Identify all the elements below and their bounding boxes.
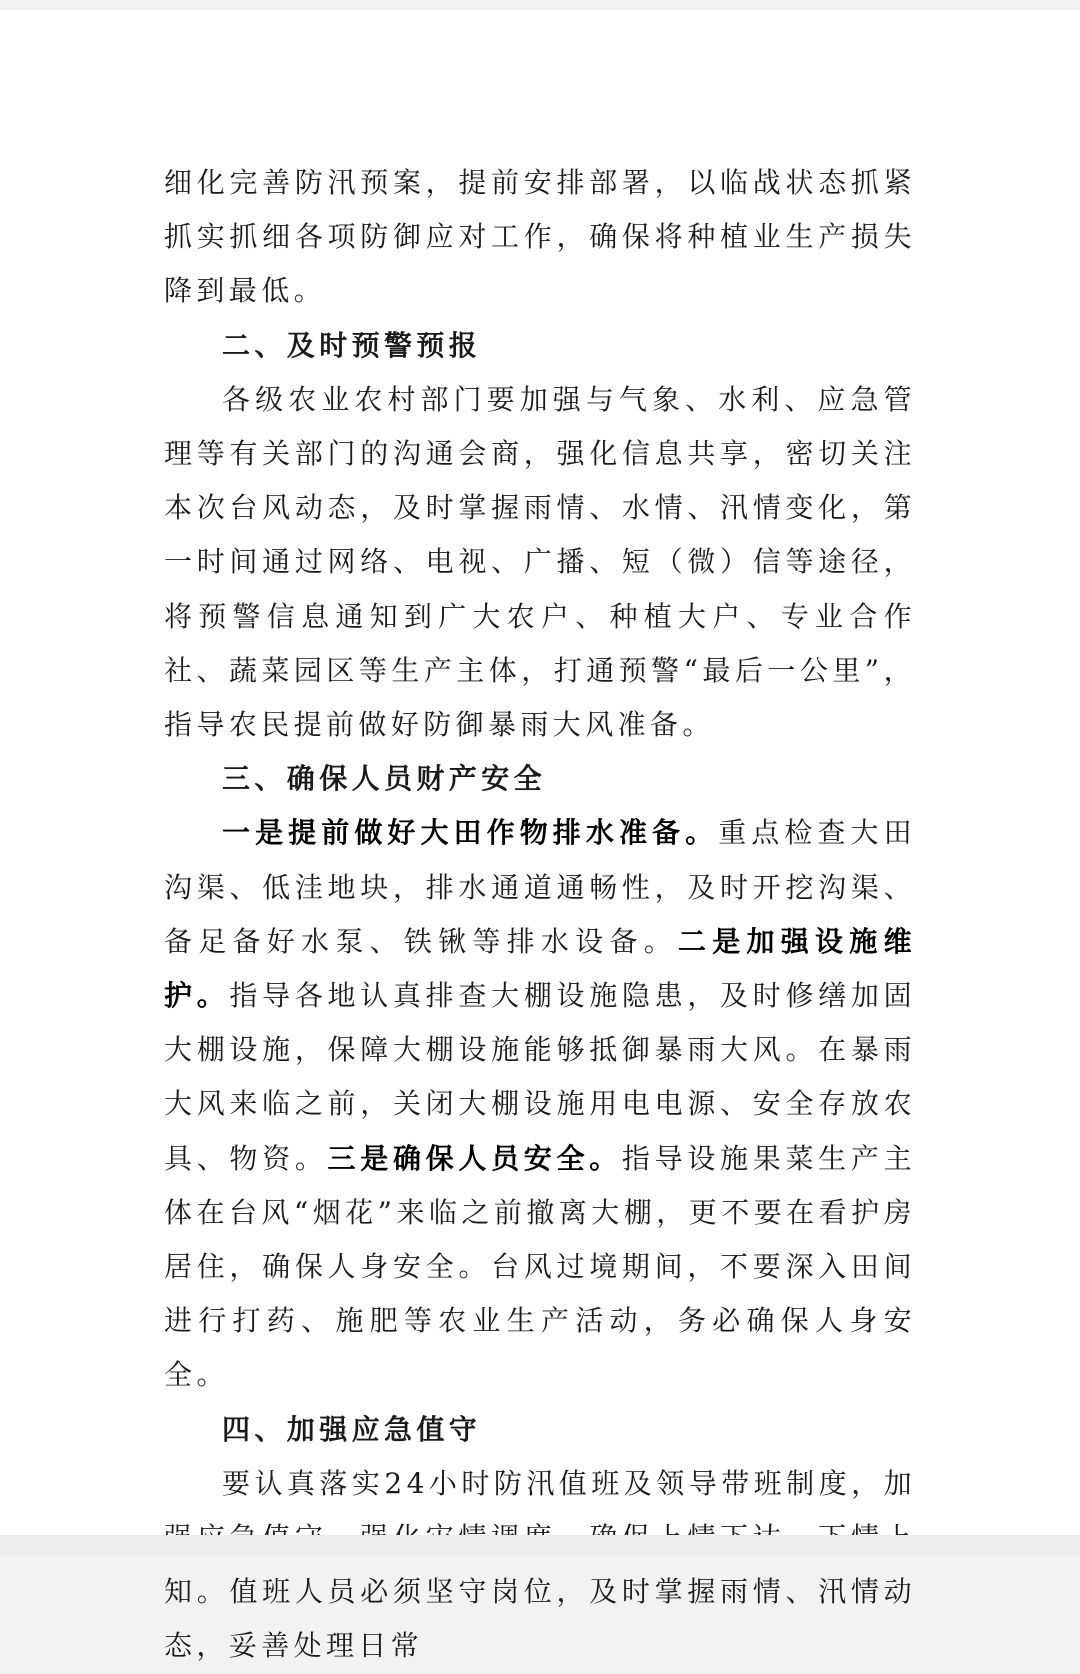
document-body <box>164 156 916 1674</box>
section-heading-3: 三、确保人员财产安全 <box>222 762 547 796</box>
bold-point-1: 一是提前做好大田作物排水准备。 <box>222 816 719 850</box>
document-page <box>0 10 1080 1663</box>
paragraph-warning: 各级农业农村部门要加强与气象、水利、应急管理等有关部门的沟通会商，强化信息共享，密切关注本次台风动态，及时掌握雨情、水情、汛情变化，第一时间通过网络、电视、广播、短（微）信等途径，将预警信息通知到广大农户、种植大户、专业合作社、蔬菜园区等生产主体，打通预警“最后一公里”，指导农民提前做好防御暴雨大风准备。 <box>164 382 916 742</box>
section-heading-2: 二、及时预警预报 <box>222 328 482 362</box>
point-2-text: 指导各地认真排查大棚设施隐患，及时修缮加固大棚设施，保障大棚设施能够抵御暴雨大风。在暴雨大风来临之前，关闭大棚设施用电电源、安全存放农具、物资。 <box>164 979 916 1175</box>
bold-point-2: 二是加强设施维护。 <box>164 924 916 1013</box>
section-heading-4: 四、加强应急值守 <box>222 1412 482 1446</box>
paragraph-continuation: 细化完善防汛预案，提前安排部署，以临战状态抓紧抓实抓细各项防御应对工作，确保将种植业生产损失降到最低。 <box>164 166 916 308</box>
paragraph-safety <box>164 806 916 1402</box>
page-bottom-edge <box>0 1535 1080 1555</box>
bold-point-3: 三是确保人员安全。 <box>327 1141 622 1175</box>
paragraph-duty: 要认真落实24小时防汛值班及领导带班制度，加 知。值班人员必须坚守岗位，及时掌握雨情、汛情动态，妥善处理日常 <box>164 1466 916 1663</box>
point-1-text: 重点检查大田沟渠、低洼地块，排水通道通畅性，及时开挖沟渠、备足备好水泵、铁锹等排水设备。 <box>164 816 916 958</box>
point-3-text: 指导设施果菜生产主体在台风“烟花”来临之前撤离大棚，更不要在看护房居住，确保人身安全。台风过境期间，不要深入田间进行打药、施肥等农业生产活动，务必确保人身安全。 <box>164 1141 916 1392</box>
